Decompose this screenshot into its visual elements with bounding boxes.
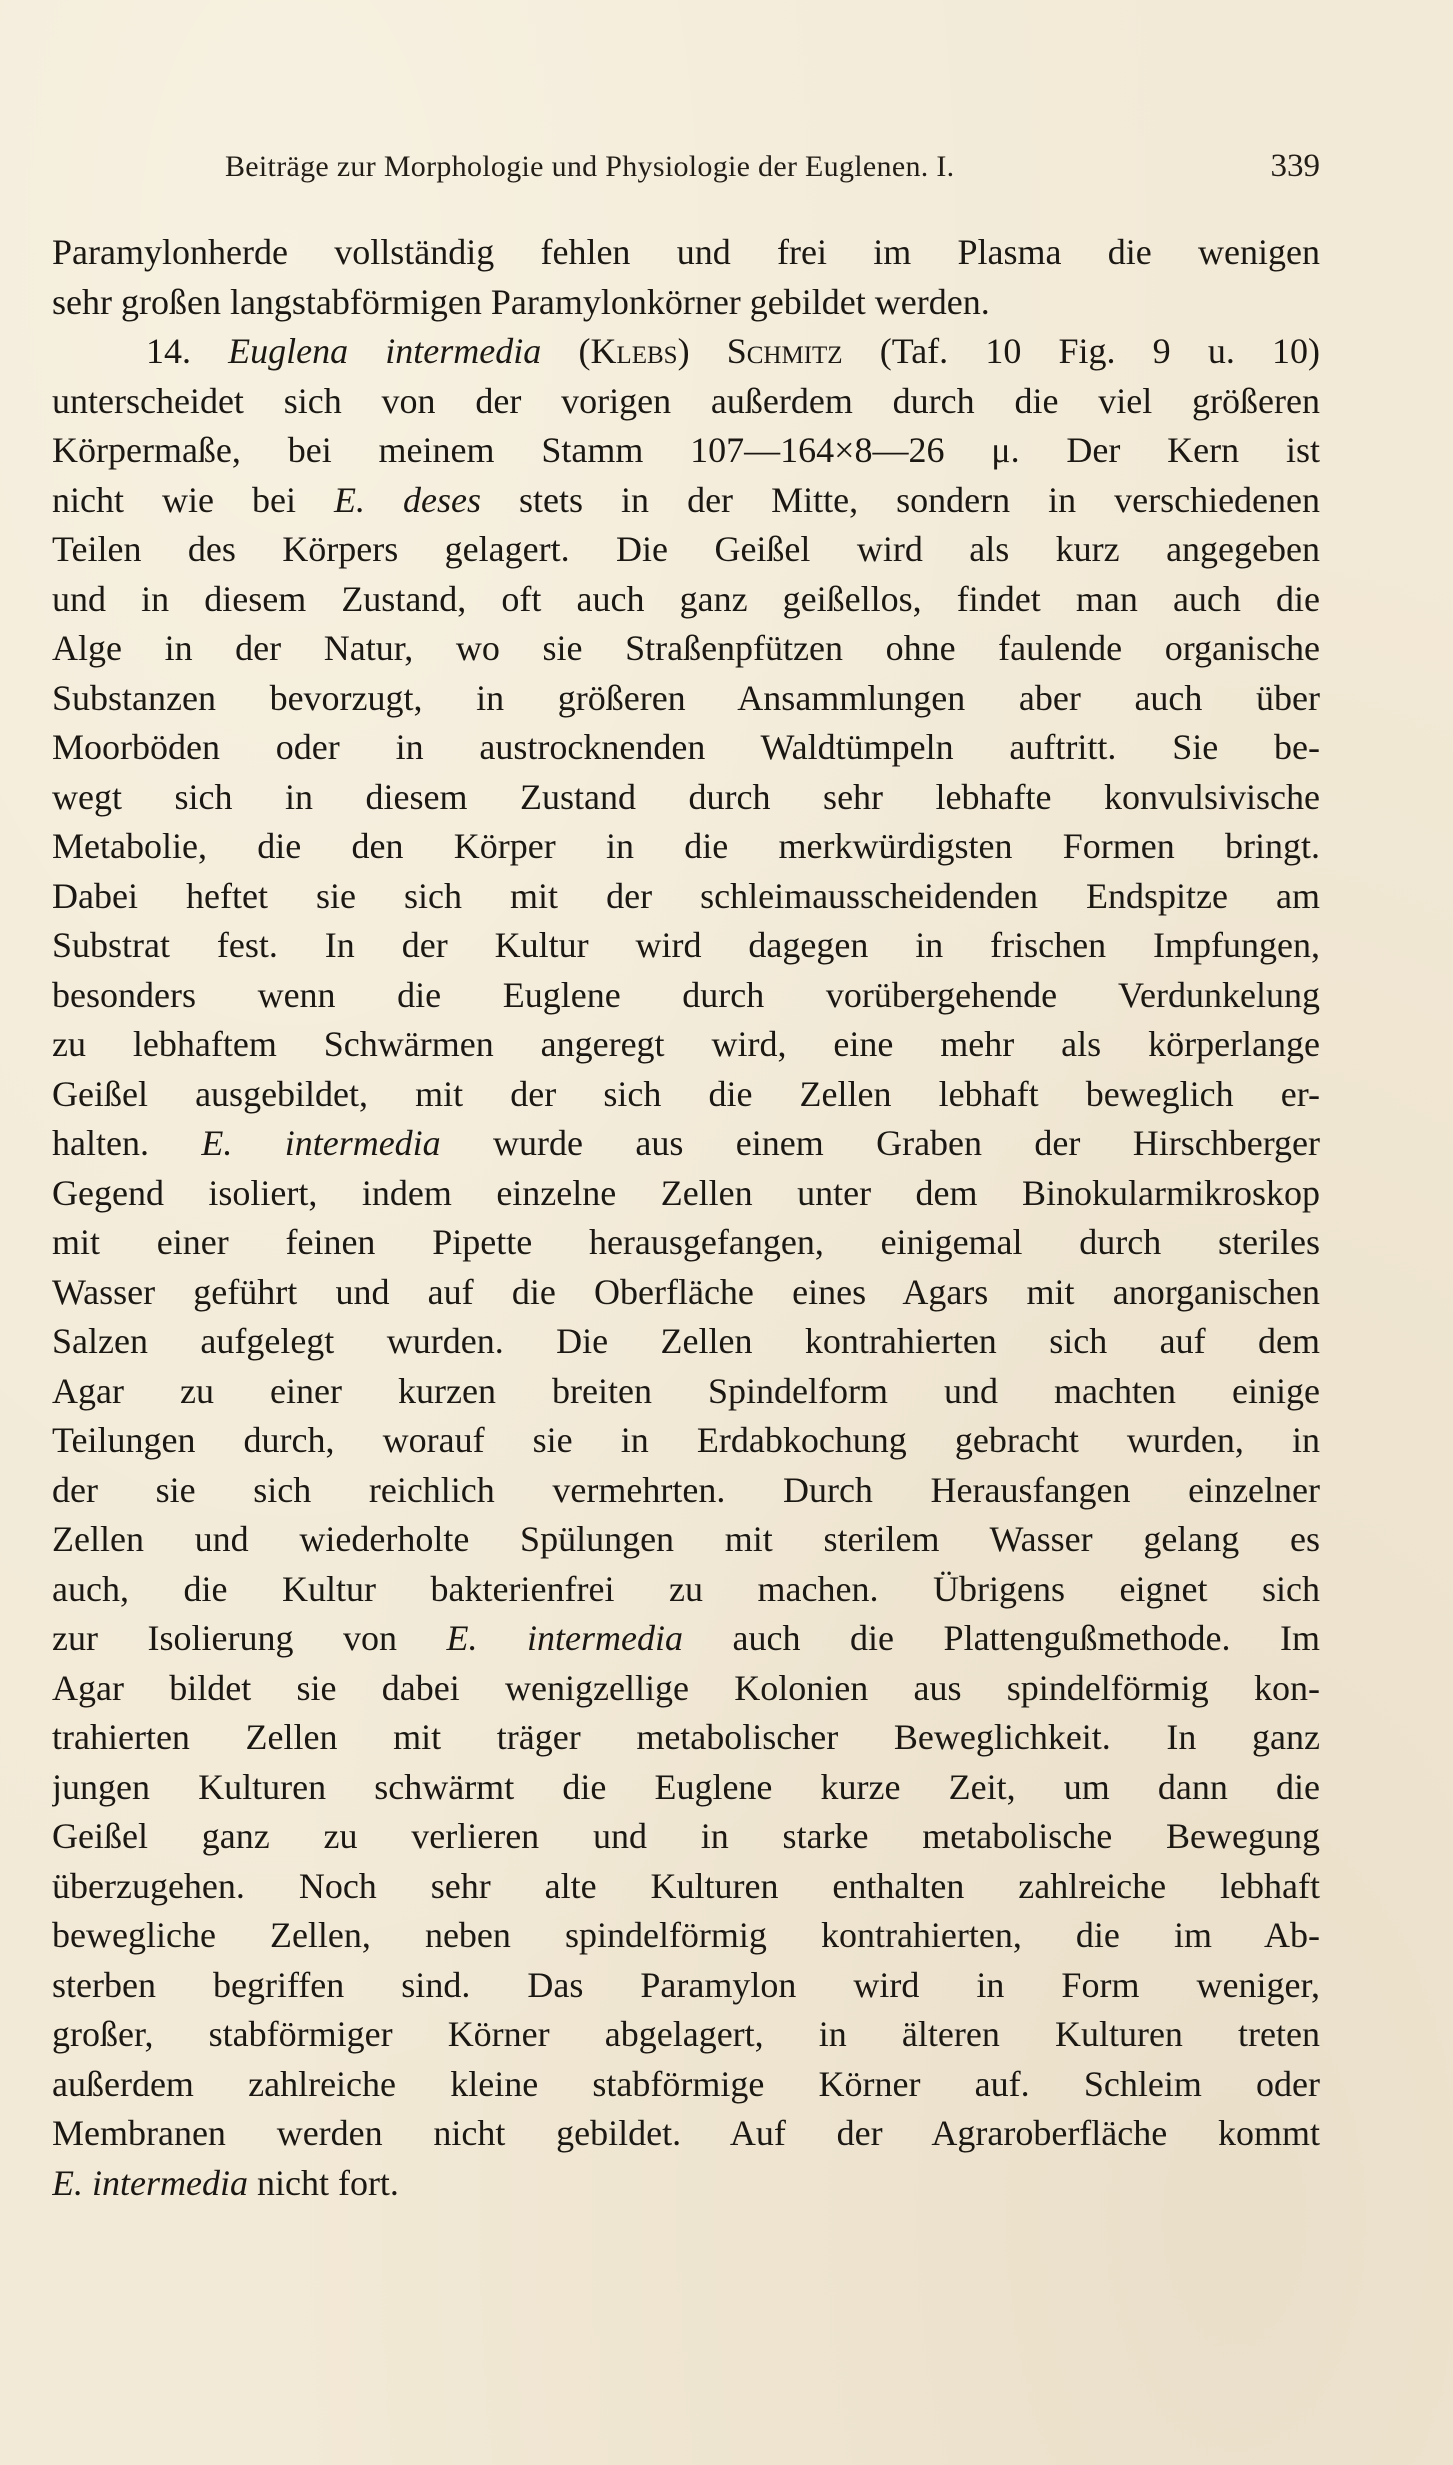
running-head: Beiträge zur Morphologie und Physiologie der Euglenen. I. bbox=[225, 150, 955, 183]
text-line: Dabei heftet sie sich mit der schleimausscheidenden Endspitze am bbox=[52, 875, 1320, 916]
text-line: auch, die Kultur bakterienfrei zu machen. Übrigens eignet sich bbox=[52, 1568, 1320, 1609]
text-line: Moorböden oder in austrocknenden Waldtümpeln auftritt. Sie be- bbox=[52, 727, 1320, 767]
text-line: großer, stabförmiger Körner abgelagert, in älteren Kulturen treten bbox=[52, 2014, 1320, 2054]
text-line: Teilen des Körpers gelagert. Die Geißel wird als kurz angegeben bbox=[52, 529, 1320, 569]
text-line: Salzen aufgelegt wurden. Die Zellen kontrahierten sich auf dem bbox=[52, 1321, 1320, 1361]
species-name: E. intermedia bbox=[201, 1123, 441, 1163]
text-line: wegt sich in diesem Zustand durch sehr lebhafte konvulsivische bbox=[52, 776, 1320, 817]
text-line: Wasser geführt und auf die Oberfläche eines Agars mit anorganischen bbox=[52, 1271, 1320, 1312]
text-line: Substanzen bevorzugt, in größeren Ansammlungen aber auch über bbox=[52, 677, 1320, 718]
author-name: Klebs bbox=[590, 331, 678, 371]
text-line: besonders wenn die Euglene durch vorübergehende Verdunkelung bbox=[52, 974, 1320, 1015]
text-line: Geißel ganz zu verlieren und in starke metabolische Bewegung bbox=[52, 1816, 1320, 1856]
text-line: sehr großen langstabförmigen Paramylonkörner gebildet werden. bbox=[52, 281, 990, 322]
text-line: außerdem zahlreiche kleine stabförmige Körner auf. Schleim oder bbox=[52, 2063, 1320, 2104]
text-line: Agar bildet sie dabei wenigzellige Kolonien aus spindelförmig kon- bbox=[52, 1667, 1320, 1708]
page-number: 339 bbox=[1270, 148, 1320, 184]
text-line: Metabolie, die den Körper in die merkwürdigsten Formen bringt. bbox=[52, 826, 1320, 866]
text-line: Geißel ausgebildet, mit der sich die Zellen lebhaft beweglich er- bbox=[52, 1073, 1320, 1114]
text-line: bewegliche Zellen, neben spindelförmig kontrahierten, die im Ab- bbox=[52, 1915, 1320, 1955]
author-name: Schmitz bbox=[726, 331, 843, 371]
text-line: nicht wie bei E. deses stets in der Mitte, sondern in verschiedenen bbox=[52, 479, 1320, 520]
text-line: und in diesem Zustand, oft auch ganz geißellos, findet man auch die bbox=[52, 578, 1320, 619]
text-line: überzugehen. Noch sehr alte Kulturen enthalten zahlreiche lebhaft bbox=[52, 1865, 1320, 1906]
page-header bbox=[225, 150, 1320, 198]
text-line: Substrat fest. In der Kultur wird dagegen in frischen Impfungen, bbox=[52, 925, 1320, 965]
text-line: trahierten Zellen mit träger metabolischer Beweglichkeit. In ganz bbox=[52, 1717, 1320, 1757]
text-line: halten. E. intermedia wurde aus einem Graben der Hirschberger bbox=[52, 1123, 1320, 1163]
text-line: zu lebhaftem Schwärmen angeregt wird, eine mehr als körperlange bbox=[52, 1024, 1320, 1064]
text-line: jungen Kulturen schwärmt die Euglene kurze Zeit, um dann die bbox=[52, 1766, 1320, 1807]
text-line: 14. Euglena intermedia (Klebs) Schmitz (Taf. 10 Fig. 9 u. 10) bbox=[146, 331, 1320, 371]
text-line: Gegend isoliert, indem einzelne Zellen unter dem Binokularmikroskop bbox=[52, 1172, 1320, 1213]
text-line: Körpermaße, bei meinem Stamm 107—164×8—26 μ. Der Kern ist bbox=[52, 430, 1320, 470]
species-name: E. intermedia bbox=[52, 2162, 248, 2203]
species-name: Euglena intermedia bbox=[228, 331, 542, 371]
text-line: Alge in der Natur, wo sie Straßenpfützen ohne faulende organische bbox=[52, 628, 1320, 668]
text-line: Membranen werden nicht gebildet. Auf der Agraroberfläche kommt bbox=[52, 2113, 1320, 2153]
text-line: Zellen und wiederholte Spülungen mit sterilem Wasser gelang es bbox=[52, 1519, 1320, 1559]
text-line: zur Isolierung von E. intermedia auch die Plattengußmethode. Im bbox=[52, 1618, 1320, 1658]
text-line: Teilungen durch, worauf sie in Erdabkochung gebracht wurden, in bbox=[52, 1420, 1320, 1460]
body-text bbox=[52, 228, 1320, 2208]
species-name: E. intermedia bbox=[446, 1618, 684, 1658]
text-line: E. intermedia nicht fort. bbox=[52, 2162, 399, 2203]
text-line: mit einer feinen Pipette herausgefangen, einigemal durch steriles bbox=[52, 1222, 1320, 1262]
text-line: Agar zu einer kurzen breiten Spindelform und machten einige bbox=[52, 1370, 1320, 1411]
species-name: E. deses bbox=[334, 479, 482, 520]
text-line: der sie sich reichlich vermehrten. Durch Herausfangen einzelner bbox=[52, 1469, 1320, 1510]
text-line: sterben begriffen sind. Das Paramylon wird in Form weniger, bbox=[52, 1964, 1320, 2005]
text-line: Paramylonherde vollständig fehlen und frei im Plasma die wenigen bbox=[52, 232, 1320, 272]
text-line: unterscheidet sich von der vorigen außerdem durch die viel größeren bbox=[52, 380, 1320, 421]
